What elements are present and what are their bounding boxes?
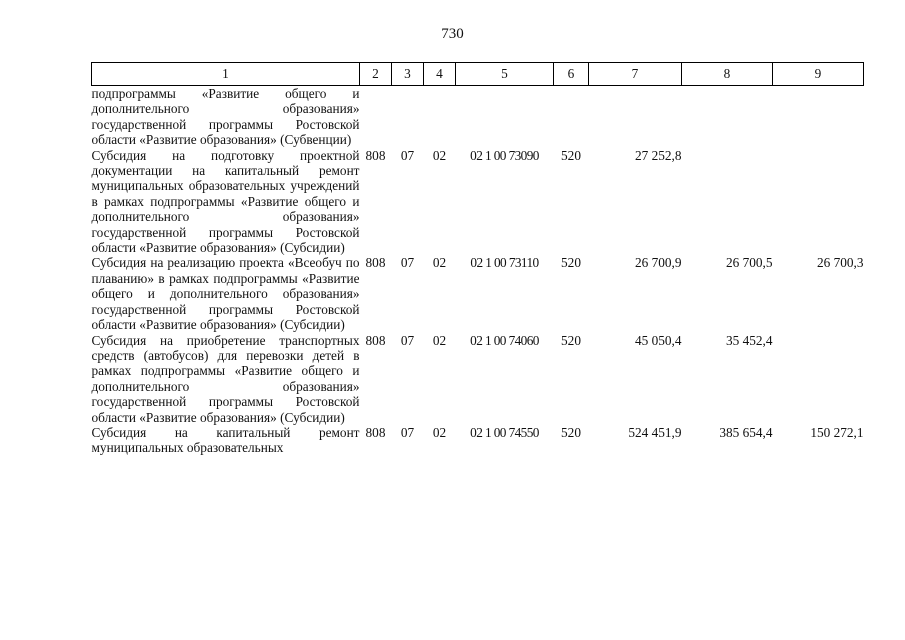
col-header-4: 4 [424,63,456,86]
table-row [92,333,864,425]
amount-col-7 [589,86,682,148]
expense-type-code: 520 [561,332,581,348]
amount-col-9 [773,148,864,256]
table-row [92,148,864,256]
ministry-code: 808 [365,147,386,163]
section-code: 07 [400,332,415,348]
subsection-code: 02 [432,424,447,440]
subsection-code [424,86,456,148]
amount-col-7: 26 700,9 [634,255,682,271]
col-header-3: 3 [392,63,424,86]
amount-col-7: 45 050,4 [634,332,682,348]
amount-col-8 [682,148,773,256]
amount-col-9 [773,333,864,425]
expense-type-code [554,86,589,148]
ministry-code: 808 [365,424,386,440]
table-row [92,86,864,148]
amount-col-9 [773,86,864,148]
amount-col-8 [682,86,773,148]
row-description: Субсидия на капитальный ремонт муниципальных образовательных [91,424,360,456]
amount-col-8: 35 452,4 [725,332,773,348]
amount-col-9: 26 700,3 [816,255,864,271]
col-header-5: 5 [456,63,554,86]
section-code: 07 [400,255,415,271]
target-article-code: 02 1 00 73090 [470,147,539,163]
amount-col-9: 150 272,1 [810,424,864,440]
col-header-7: 7 [589,63,682,86]
section-code: 07 [400,147,415,163]
col-header-2: 2 [360,63,392,86]
target-article-code: 02 1 00 74060 [470,332,539,348]
amount-col-8: 26 700,5 [725,255,773,271]
subsection-code: 02 [432,255,447,271]
ministry-code: 808 [365,255,386,271]
ministry-code [360,86,392,148]
expense-type-code: 520 [561,147,581,163]
amount-col-7: 27 252,8 [634,147,682,163]
table-row [92,425,864,456]
col-header-1: 1 [92,63,360,86]
target-article-code: 02 1 00 74550 [470,424,539,440]
expense-type-code: 520 [561,424,581,440]
row-description: Субсидия на приобретение транспортных средств (автобусов) для перевозки детей в рамках подпрограммы «Развитие общего и дополнительного образования» государственной программы Ростовской области «Развитие образования» (Субсидии) [91,332,360,425]
target-article-code [456,86,554,148]
target-article-code: 02 1 00 73110 [470,255,539,271]
header-row [92,63,864,86]
page-number: 730 [441,26,464,42]
col-header-9: 9 [773,63,864,86]
expense-type-code: 520 [561,255,581,271]
budget-table [91,62,864,456]
row-description: Субсидия на подготовку проектной документации на капитальный ремонт муниципальных образовательных учреждений в рамках подпрограммы «Развитие общего и дополнительного образования» государственной программы Ростовской области «Развитие образования» (Субсидии) [91,147,360,256]
section-code [392,86,424,148]
subsection-code: 02 [432,147,447,163]
col-header-6: 6 [554,63,589,86]
amount-col-7: 524 451,9 [628,424,682,440]
row-description: Субсидия на реализацию проекта «Всеобуч по плаванию» в рамках подпрограммы «Развитие общего и дополнительного образования» государственной программы Ростовской области «Развитие образования» (Субсидии) [91,255,360,333]
table-row [92,255,864,332]
section-code: 07 [400,424,415,440]
subsection-code: 02 [432,332,447,348]
ministry-code: 808 [365,332,386,348]
col-header-8: 8 [682,63,773,86]
amount-col-8: 385 654,4 [719,424,773,440]
row-description: подпрограммы «Развитие общего и дополнительного образования» государственной программы Ростовской области «Развитие образования» (Субвенции) [91,86,360,148]
